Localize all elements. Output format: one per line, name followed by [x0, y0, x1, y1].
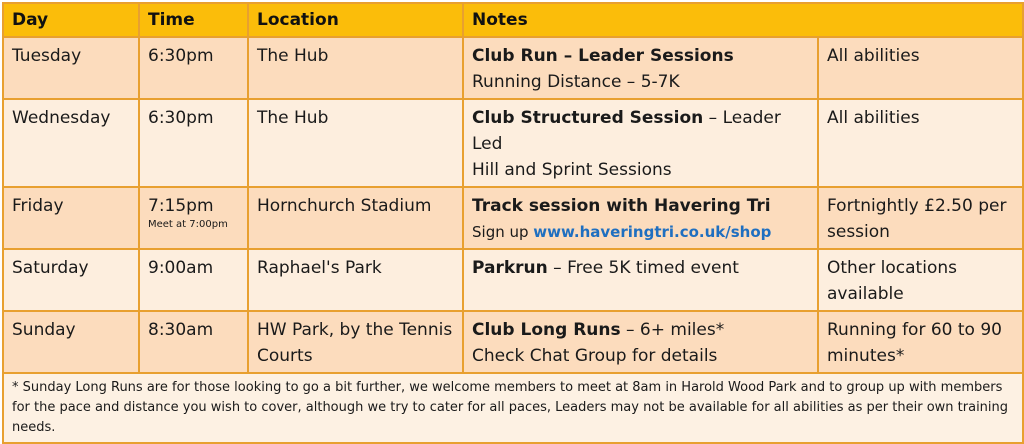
table-row	[3, 37, 1023, 99]
table-row	[3, 311, 1023, 373]
extra-cell: All abilities	[818, 37, 1023, 99]
note-title: Club Structured Session	[472, 108, 704, 128]
schedule-container	[2, 2, 1022, 435]
header-row	[3, 3, 1023, 37]
notes-cell	[463, 311, 818, 373]
time-cell	[139, 187, 248, 249]
note-rest: – Leader Led	[472, 108, 781, 154]
day-cell: Saturday	[3, 249, 139, 311]
notes-cell	[463, 187, 818, 249]
header-location: Location	[248, 3, 463, 37]
note-rest: – Free 5K timed event	[547, 258, 739, 278]
header-time: Time	[139, 3, 248, 37]
notes-cell	[463, 37, 818, 99]
notes-cell	[463, 99, 818, 187]
schedule-table	[2, 2, 1024, 444]
note-title: Parkrun	[472, 258, 548, 278]
footnote-row	[3, 373, 1023, 443]
header-day: Day	[3, 3, 139, 37]
note-title: Track session with Havering Tri	[472, 196, 771, 216]
time-subnote: Meet at 7:00pm	[148, 219, 228, 230]
header-notes: Notes	[463, 3, 1023, 37]
time-cell: 9:00am	[139, 249, 248, 311]
footnote: * Sunday Long Runs are for those looking to go a bit further, we welcome members to meet at 8am in Harold Wood Park and to group up with members for the pace and distance you wish to cover, although we try to cater for all paces, Leaders may not be available for all abilities as per their own training needs.	[3, 373, 1023, 443]
extra-cell: All abilities	[818, 99, 1023, 187]
table-row	[3, 249, 1023, 311]
time-cell: 6:30pm	[139, 37, 248, 99]
location-cell: The Hub	[248, 37, 463, 99]
note-rest: – 6+ miles*	[620, 320, 725, 340]
day-cell: Wednesday	[3, 99, 139, 187]
time-value: 7:15pm	[148, 196, 214, 216]
location-cell: The Hub	[248, 99, 463, 187]
note-detail: Running Distance – 5-7K	[472, 72, 680, 92]
note-detail: Check Chat Group for details	[472, 346, 718, 366]
table-row	[3, 187, 1023, 249]
extra-cell: Running for 60 to 90 minutes*	[818, 311, 1023, 373]
location-cell: Hornchurch Stadium	[248, 187, 463, 249]
note-title: Club Long Runs	[472, 320, 621, 340]
signup-link[interactable]: www.haveringtri.co.uk/shop	[533, 223, 772, 241]
note-detail: Sign up	[472, 223, 534, 241]
day-cell: Sunday	[3, 311, 139, 373]
time-cell: 8:30am	[139, 311, 248, 373]
notes-cell	[463, 249, 818, 311]
location-cell: Raphael's Park	[248, 249, 463, 311]
location-cell: HW Park, by the Tennis Courts	[248, 311, 463, 373]
day-cell: Friday	[3, 187, 139, 249]
day-cell: Tuesday	[3, 37, 139, 99]
extra-cell: Fortnightly £2.50 per session	[818, 187, 1023, 249]
table-row	[3, 99, 1023, 187]
note-detail: Hill and Sprint Sessions	[472, 160, 672, 180]
time-cell: 6:30pm	[139, 99, 248, 187]
note-title: Club Run – Leader Sessions	[472, 46, 734, 66]
extra-cell: Other locations available	[818, 249, 1023, 311]
